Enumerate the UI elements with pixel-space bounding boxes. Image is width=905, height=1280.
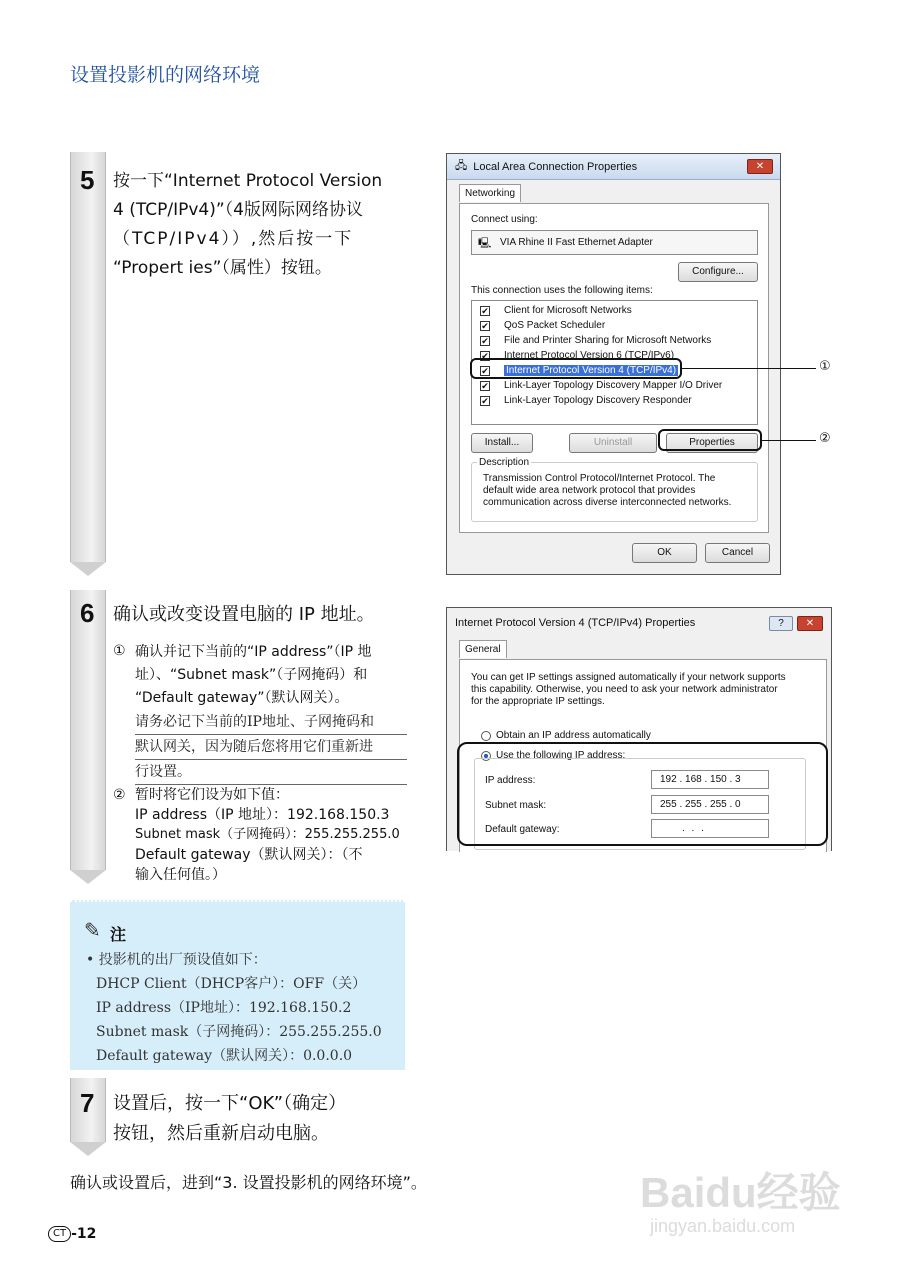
subnet-mask-label: Subnet mask: — [485, 800, 547, 811]
description-label: Description — [479, 457, 530, 468]
ip-address-field[interactable]: 192 . 168 . 150 . 3 — [651, 770, 769, 789]
connect-using-label: Connect using: — [471, 214, 538, 225]
item-label: File and Printer Sharing for Microsoft Networks — [504, 335, 712, 346]
list-item[interactable] — [480, 305, 632, 316]
default-gateway-field[interactable]: . . . — [651, 819, 769, 838]
step6-sub2-mark: ② — [113, 787, 126, 803]
sub2-line: Subnet mask（子网掩码）：255.255.255.0 — [135, 827, 400, 842]
sub1-note-line: 行设置。 — [135, 760, 407, 785]
step5-line: 按一下“Internet Protocol Version — [113, 171, 383, 191]
cancel-button[interactable]: Cancel — [705, 543, 770, 563]
step6-sub1 — [135, 641, 407, 785]
sub2-line: Default gateway（默认网关）：（不 — [135, 847, 363, 863]
info-text — [471, 672, 821, 708]
item-label: Internet Protocol Version 6 (TCP/IPv6) — [504, 350, 675, 361]
step5-line: （TCP/IPv4））,然后按一下 — [113, 229, 354, 249]
callout-highlight-properties — [658, 429, 762, 451]
list-item[interactable] — [480, 395, 692, 406]
obtain-auto-radio[interactable] — [481, 730, 651, 741]
dialog2-close-button[interactable]: ✕ — [797, 616, 823, 631]
page-number — [48, 1226, 96, 1242]
step5-bar — [70, 152, 106, 562]
dialog1-close-button[interactable]: ✕ — [747, 159, 773, 174]
step6-number: 6 — [80, 598, 95, 628]
page-num: -12 — [71, 1226, 97, 1242]
checkbox[interactable]: ✔ — [481, 350, 489, 361]
adapter-name: VIA Rhine II Fast Ethernet Adapter — [500, 237, 653, 248]
dialog2-title: Internet Protocol Version 4 (TCP/IPv4) Properties — [455, 617, 696, 629]
step7-line: 按钮，然后重新启动电脑。 — [113, 1123, 329, 1144]
item-label: Link-Layer Topology Discovery Responder — [504, 395, 692, 406]
obtain-auto-label: Obtain an IP address automatically — [496, 730, 651, 741]
item-label: QoS Packet Scheduler — [504, 320, 606, 331]
ct-badge: CT — [48, 1226, 71, 1242]
note-content — [86, 948, 382, 1068]
sub1-line: 确认并记下当前的“IP address”（IP 地 — [135, 644, 372, 660]
description-group — [471, 457, 758, 522]
radio-icon[interactable] — [481, 731, 491, 741]
checkbox[interactable]: ✔ — [481, 395, 489, 406]
items-label: This connection uses the following items: — [471, 285, 653, 296]
use-following-label: Use the following IP address: — [496, 750, 626, 761]
sub1-line: “Default gateway”（默认网关）。 — [135, 690, 349, 706]
callout-highlight-ipv4 — [470, 358, 682, 379]
checkbox[interactable]: ✔ — [481, 320, 489, 331]
note-line: • 投影机的出厂预设值如下： — [86, 952, 267, 968]
default-gateway-label: Default gateway: — [485, 824, 560, 835]
note-title: 注 — [110, 925, 127, 944]
step6-sub2 — [135, 785, 407, 885]
step5-line: 4 (TCP/IPv4)”（4版网际网络协议 — [113, 200, 363, 220]
list-item[interactable] — [480, 335, 711, 346]
adapter-icon: 🖳 — [478, 238, 492, 249]
properties-button[interactable]: Properties — [666, 433, 758, 453]
step6-sub1-mark: ① — [113, 643, 126, 659]
info-line: this capability. Otherwise, you need to ask your network administrator — [471, 684, 778, 695]
sub1-note-line: 请务必记下当前的IP地址、子网掩码和 — [135, 710, 407, 735]
step5-text — [113, 167, 405, 283]
checkbox[interactable]: ✔ — [481, 365, 489, 376]
sub2-line: 输入任何值。） — [135, 867, 226, 883]
info-line: You can get IP settings assigned automatically if your network supports — [471, 672, 786, 683]
sub2-line: 暂时将它们设为如下值： — [135, 787, 289, 803]
network-icon: 🖧 — [455, 160, 468, 172]
sub1-line: 址）、“Subnet mask”（子网掩码）和 — [135, 667, 368, 683]
checkbox[interactable]: ✔ — [481, 380, 489, 391]
item-label: Link-Layer Topology Discovery Mapper I/O Driver — [504, 380, 723, 391]
item-label: Internet Protocol Version 4 (TCP/IPv4) — [506, 365, 677, 376]
install-button[interactable]: Install... — [471, 433, 533, 453]
tab-general[interactable]: General — [459, 640, 507, 658]
page-header: 设置投影机的网络环境 — [70, 64, 261, 86]
step7-text — [113, 1089, 405, 1149]
callout-highlight-ip-settings — [457, 742, 828, 846]
ip-address-label: IP address: — [485, 775, 536, 786]
callout-number-2: ② — [819, 431, 831, 446]
configure-button[interactable]: Configure... — [678, 262, 758, 282]
list-item[interactable] — [480, 320, 605, 331]
sub1-note-line: 默认网关，因为随后您将用它们重新进 — [135, 735, 407, 760]
note-line: Subnet mask（子网掩码）：255.255.255.0 — [96, 1024, 382, 1040]
step5-line: “Propert ies”（属性）按钮。 — [113, 258, 332, 278]
baidu-watermark: Baidu经验 — [640, 1169, 841, 1216]
footer-text: 确认或设置后，进到“3. 设置投影机的网络环境”。 — [70, 1173, 427, 1192]
callout-line-1 — [682, 368, 816, 369]
step5-number: 5 — [80, 165, 95, 195]
step6-title: 确认或改变设置电脑的 IP 地址。 — [113, 604, 375, 625]
note-line: IP address（IP地址）：192.168.150.2 — [96, 1000, 352, 1016]
checkbox[interactable]: ✔ — [481, 335, 489, 346]
pencil-icon: ✎ — [84, 918, 101, 942]
baidu-watermark-url: jingyan.baidu.com — [650, 1216, 796, 1236]
list-item[interactable] — [480, 380, 722, 391]
item-label: Client for Microsoft Networks — [504, 305, 632, 316]
callout-number-1: ① — [819, 359, 831, 374]
tab-networking[interactable]: Networking — [459, 184, 521, 202]
description-text: Transmission Control Protocol/Internet Protocol. The default wide area network protocol that provides communication across diverse interconnected networks. — [483, 473, 732, 508]
step6-bar — [70, 590, 106, 870]
checkbox[interactable]: ✔ — [481, 305, 489, 316]
uninstall-button[interactable]: Uninstall — [569, 433, 657, 453]
step7-number: 7 — [80, 1088, 95, 1118]
step7-line: 设置后，按一下“OK”（确定） — [113, 1093, 347, 1114]
note-line: DHCP Client（DHCP客户）：OFF（关） — [96, 976, 367, 992]
note-line: Default gateway（默认网关）：0.0.0.0 — [96, 1048, 353, 1064]
callout-line-2 — [762, 440, 816, 441]
note-box — [70, 900, 405, 1070]
ok-button[interactable]: OK — [632, 543, 697, 563]
info-line: for the appropriate IP settings. — [471, 696, 605, 707]
help-button[interactable]: ? — [769, 616, 793, 631]
dialog1-title: Local Area Connection Properties — [473, 160, 638, 173]
sub2-line: IP address（IP 地址）：192.168.150.3 — [135, 807, 390, 823]
subnet-mask-field[interactable]: 255 . 255 . 255 . 0 — [651, 795, 769, 814]
dialog1-titlebar — [447, 154, 780, 180]
adapter-field — [471, 230, 758, 255]
